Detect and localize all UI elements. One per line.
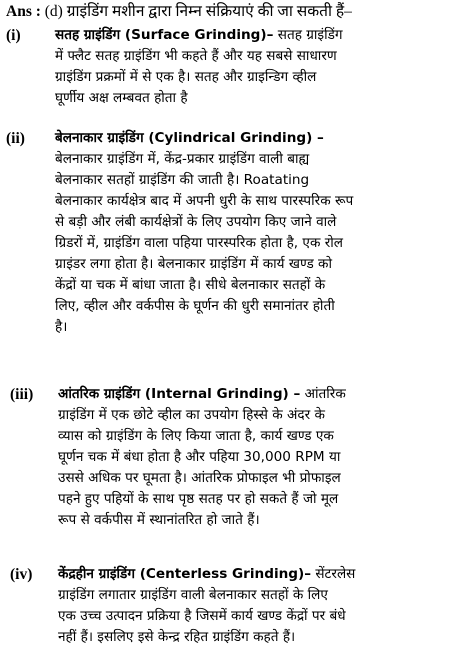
item-line: ग्रिडरों में, ग्राइंडिंग वाला पहिया पारस्परिक होता है, एक रोल (55, 235, 344, 251)
item-line: आंतरिक (304, 386, 346, 402)
item-line: ग्राइंडिंग में एक छोटे व्हील का उपयोग हिस्से के अंदर के (58, 407, 325, 423)
item-line: एक उच्च उत्पादन प्रक्रिया है जिसमें कार्य खण्ड केंद्रों पर बंधे (58, 608, 346, 624)
item-title: बेलनाकार ग्राइंडिंग (Cylindrical Grinding) – (55, 130, 324, 146)
item-line: नहीं हैं। इसलिए इसे केन्द्र रहित ग्राइंडिंग कहते हैं। (58, 629, 296, 645)
item-body (58, 564, 443, 648)
item-line: केंद्रों या चक में बांधा जाता है। सीधे बेलनाकार सतहों के (55, 277, 326, 293)
item-body (55, 128, 443, 338)
answer-header (6, 2, 446, 22)
item-line: बेलनाकार सतहों ग्राइंडिंग की जाती है। Roatating (55, 172, 310, 188)
answer-label: Ans : (6, 3, 41, 20)
item-line: लिए, व्हील और वर्कपीस के घूर्णन की धुरी समानांतर होती (55, 298, 335, 314)
item-line: सेंटरलेस (315, 566, 356, 582)
item-line: ग्राइंडर लगा होता है। बेलनाकार ग्राइंडिंग में कार्य खण्ड को (55, 256, 333, 272)
item-line: घूर्णन चक में बंधा होता है और पहिया 30,000 RPM या (58, 449, 341, 465)
item-line: पहने हुए पहियों के साथ पृष्ठ सतह पर हो सकते हैं जो मूल (58, 491, 339, 507)
item-line: व्यास को ग्राइंडिंग के लिए किया जाता है, कार्य खण्ड एक (58, 428, 334, 444)
item-number: (iii) (10, 386, 34, 403)
item-line: ग्राइंडिंग लगातार ग्राइंडिंग वाली बेलनाकार सतहों के लिए (58, 587, 328, 603)
item-title: सतह ग्राइंडिंग (Surface Grinding)– (55, 27, 274, 43)
item-number: (ii) (6, 130, 25, 147)
item-body (55, 25, 443, 109)
item-line: से बड़ी और लंबी कार्यक्षेत्रों के लिए उपयोग किए जाने वाले (55, 214, 337, 230)
item-title: केंद्रहीन ग्राइंडिंग (Centerless Grinding)– (58, 566, 312, 582)
item-number: (i) (6, 27, 21, 44)
item-line: में फ्लैट सतह ग्राइंडिंग भी कहते हैं और यह सबसे साधारण (55, 48, 337, 64)
item-number: (iv) (10, 566, 33, 583)
answer-intro: (d) ग्राइंडिंग मशीन द्वारा निम्न संक्रियाएं की जा सकती हैं– (44, 3, 352, 20)
item-line: है। (55, 319, 68, 335)
item-line: उससे अधिक पर घूमता है। आंतरिक प्रोफाइल भी प्रोफाइल (58, 470, 341, 486)
item-line: ग्राइंडिंग प्रक्रमों में से एक है। सतह और ग्राइन्डिग व्हील (55, 69, 317, 85)
item-line: रूप से वर्कपीस में स्थानांतरित हो जाते हैं। (58, 512, 260, 528)
item-line: बेलनाकार ग्राइंडिंग में, केंद्र-प्रकार ग्राइंडिंग वाली बाह्य (55, 151, 310, 167)
item-line: सतह ग्राइंडिंग (277, 27, 343, 43)
item-body (58, 384, 443, 531)
item-line: बेलनाकार कार्यक्षेत्र बाद में अपनी धुरी के साथ पारस्परिक रूप (55, 193, 354, 209)
item-title: आंतरिक ग्राइंडिंग (Internal Grinding) – (58, 386, 301, 402)
item-line: घूर्णीय अक्ष लम्बवत होता है (55, 90, 188, 106)
